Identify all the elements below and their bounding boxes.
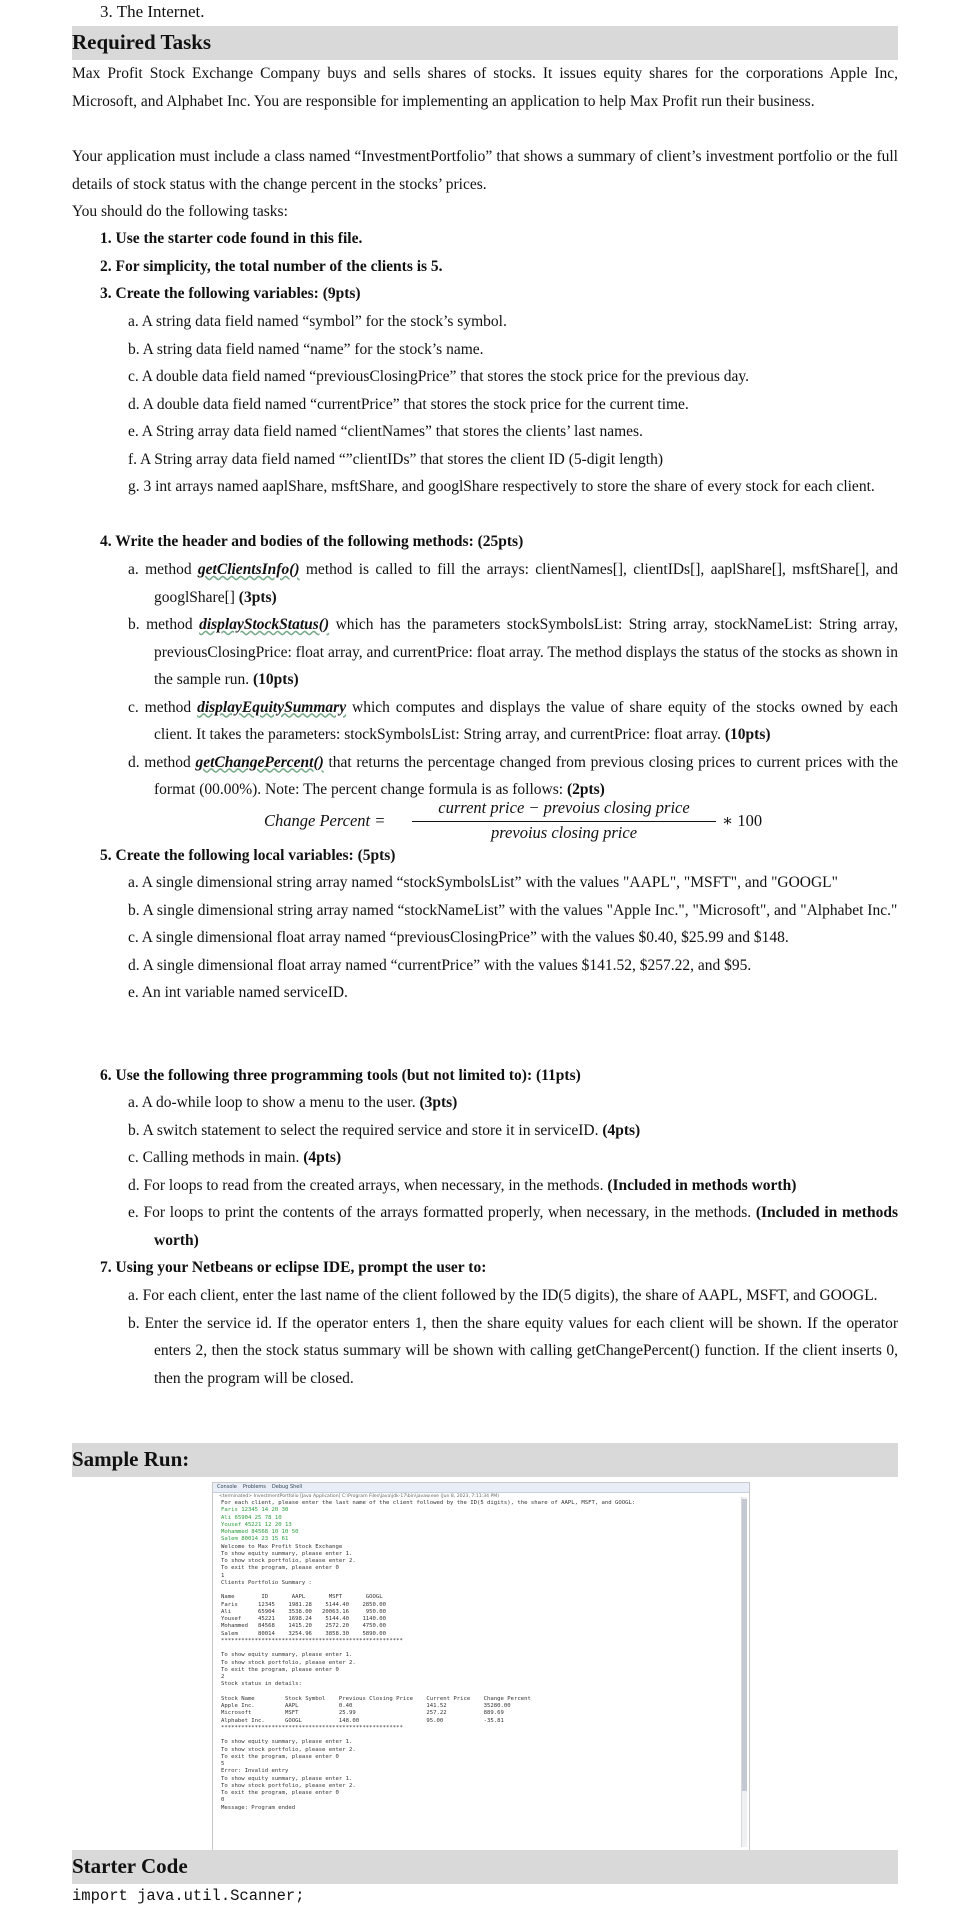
- task-7-item-a: a. For each client, enter the last name of the client followed by the ID(5 digits), the share of AAPL, MSFT, and GOOGL.: [128, 1287, 878, 1304]
- task-5-item-a: a. A single dimensional string array named “stockSymbolsList” with the values "AAPL", "MSFT", and "GOOGL": [128, 874, 838, 891]
- task-3-item-d: d. A double data field named “currentPrice” that stores the stock price for the current time.: [128, 395, 689, 413]
- task-4a-points: (3pts): [238, 588, 277, 606]
- task-6: 6. Use the following three programming tools (but not limited to): (11pts): [100, 1067, 581, 1084]
- sample-run-heading: Sample Run:: [72, 1447, 190, 1471]
- task-6c-text: c. Calling methods in main.: [128, 1149, 304, 1166]
- console-prompt: For each client, please enter the last name of the client followed by the ID(5 digits), the share of AAPL, MSFT, and GOOGL:: [221, 1500, 636, 1506]
- console-scroll-thumb[interactable]: [742, 1499, 747, 1791]
- task-4d-prefix: d. method: [128, 753, 196, 771]
- task-3: 3. Create the following variables: (9pts): [100, 285, 361, 302]
- task-3-item-g: g. 3 int arrays named aaplShare, msftShare, and googlShare respectively to store the share of every stock for each client.: [128, 478, 875, 495]
- task-6e-points: (Included in methods worth): [154, 1204, 898, 1249]
- task-6-item-d: [128, 1172, 898, 1200]
- task-5: 5. Create the following local variables: (5pts): [100, 847, 396, 864]
- task-4-item-b: [128, 611, 898, 694]
- console-inputs: Faris 12345 14 20 30 Ali 65904 25 78 10 Yousef 45221 12 20 13 Mohammed 84568 10 10 50 Salem 80014 23 15 61: [221, 1507, 299, 1543]
- tab-console[interactable]: Console: [217, 1484, 237, 1490]
- task-6-items: [128, 1089, 898, 1254]
- console-output: Welcome to Max Profit Stock Exchange To show equity summary, please enter 1. To show stock portfolio, please enter 2. To exit the program, please enter 0 1 Clients Portfolio Summary : Name ID AAPL MSFT GOOGL Faris 12345 1981.28 5144.40 2850.00 Ali 65904 3538.00 20063.16 950.00 Yousef 45221 1698.24 5144.40 1140.00 Mohammed 84568 1415.20 2572.20 4750.00 Salem 80014 3254.96 3858.30 5890.00 ****************************************************** To show equity summary, please enter 1. To show stock portfolio, please enter 2. To exit the program, please enter 0 2 Stock status in details: Stock Name Stock Symbol Previous Closing Price Current Price Change Percent Apple Inc. AAPL 0.40 141.52 35280.00 Microsoft MSFT 25.99 257.22 889.69 Alphabet Inc. GOOGL 148.00 95.00 -35.81 ****************************************************** To show equity summary, please enter 1. To show stock portfolio, please enter 2. To exit the program, please enter 0 5 Error: Invalid entry To show equity summary, please enter 1. To show stock portfolio, please enter 2. To exit the program, please enter 0 0 Message: Program ended: [221, 1543, 531, 1811]
- task-6-item-c: [128, 1144, 898, 1172]
- task-4a-prefix: a. method: [128, 561, 198, 578]
- task-6c-points: (4pts): [303, 1149, 342, 1166]
- task-1: 1. Use the starter code found in this file.: [100, 230, 363, 247]
- task-3-item-f: f. A String array data field named “”clientIDs” that stores the client ID (5-digit length): [128, 450, 664, 468]
- method-getClientsInfo: getClientsInfo(): [197, 561, 300, 578]
- task-7-items: [128, 1282, 898, 1392]
- task-4b-prefix: b. method: [128, 616, 200, 633]
- task-4a-text: method is called to fill the arrays: clientNames[], clientIDs[], aaplShare[], msftShare[], and googlShare[]: [154, 561, 899, 606]
- task-6-item-a: [128, 1089, 898, 1117]
- method-displayStockStatus: displayStockStatus(): [199, 616, 330, 633]
- task-6b-text: b. A switch statement to select the required service and store it in serviceID.: [128, 1121, 603, 1139]
- formula-fraction-bar: [412, 821, 716, 822]
- change-percent-formula: [264, 798, 784, 846]
- task-4c-text: which computes and displays the value of share equity of the stocks owned by each client. It takes the parameters: stockSymbolsList: String array, and currentPrice: float array.: [154, 698, 899, 743]
- task-4c-points: (10pts): [724, 726, 771, 743]
- starter-code-heading: Starter Code: [72, 1854, 188, 1878]
- tab-problems[interactable]: Problems: [242, 1484, 266, 1490]
- task-6-item-e: [128, 1199, 898, 1254]
- task-6a-text: a. A do-while loop to show a menu to the user.: [128, 1094, 420, 1111]
- task-3-items: [128, 308, 898, 501]
- task-4c-prefix: c. method: [128, 698, 198, 716]
- task-3-item-e: e. A String array data field named “clientNames” that stores the clients’ last names.: [128, 423, 643, 440]
- list-item-internet: 3. The Internet.: [100, 2, 205, 21]
- console-tabs: [213, 1483, 749, 1493]
- task-4: 4. Write the header and bodies of the following methods: (25pts): [100, 533, 524, 550]
- task-4-item-a: [128, 556, 898, 611]
- task-7: 7. Using your Netbeans or eclipse IDE, prompt the user to:: [100, 1259, 487, 1276]
- task-4d-points: (2pts): [566, 781, 605, 798]
- intro-paragraph-1: Max Profit Stock Exchange Company buys and sells shares of stocks. It issues equity shares for the corporations Apple Inc, Microsoft, and Alphabet Inc. You are responsible for implementing an application to help Max Profit run their business.: [72, 65, 898, 110]
- task-5-item-c: c. A single dimensional float array named “previousClosingPrice” with the values $0.40, $25.99 and $148.: [128, 929, 789, 946]
- task-6b-points: (4pts): [602, 1121, 641, 1139]
- tab-debug-shell[interactable]: Debug Shell: [271, 1484, 303, 1490]
- task-6d-text: d. For loops to read from the created arrays, when necessary, in the methods.: [128, 1176, 608, 1194]
- task-3-item-b: b. A string data field named “name” for the stock’s name.: [128, 340, 484, 358]
- method-getChangePercent: getChangePercent(): [195, 753, 324, 771]
- formula-numerator: current price − prevoius closing price: [438, 798, 690, 817]
- task-3-item-a: a. A string data field named “symbol” for the stock’s symbol.: [128, 313, 507, 330]
- task-5-items: [128, 869, 898, 1007]
- formula-rhs: ∗ 100: [722, 811, 763, 830]
- task-7-item-b: b. Enter the service id. If the operator enters 1, then the share equity values for each client will be shown. If the operator enters 2, then the stock status summary will be shown with calling getChangePercent() function. If the client inserts 0, then the program will be closed.: [128, 1314, 898, 1387]
- task-6e-text: e. For loops to print the contents of the arrays formatted properly, when necessary, in the methods.: [128, 1204, 756, 1221]
- task-4b-points: (10pts): [253, 671, 299, 688]
- console-screenshot: [212, 1482, 750, 1852]
- task-5-item-b: b. A single dimensional string array named “stockNameList” with the values "Apple Inc.", "Microsoft", and "Alphabet Inc.": [128, 901, 898, 919]
- task-4-items: [128, 556, 898, 804]
- starter-code-line: import java.util.Scanner;: [72, 1887, 305, 1905]
- formula-denominator: prevoius closing price: [490, 823, 638, 842]
- intro-paragraph-2: Your application must include a class named “InvestmentPortfolio” that shows a summary of client’s investment portfolio or the full details of stock status with the change percent in the stocks’ prices.: [72, 148, 898, 193]
- task-4d-text: that returns the percentage changed from previous closing prices to current prices with the format (00.00%). Note: The percent change formula is as follows:: [154, 753, 898, 798]
- required-tasks-heading-bar: [72, 26, 898, 60]
- console-path: <terminated> InvestmentPortfolio [Java Application] C:\Program Files\Java\jdk-17\bin\javaw.exe (Jun 8, 2023, 7:11:34 PM): [219, 1494, 500, 1499]
- task-6-item-b: [128, 1117, 898, 1145]
- formula-lhs: Change Percent =: [264, 811, 386, 830]
- task-6d-points: (Included in methods worth): [607, 1176, 797, 1194]
- method-displayEquitySummary: displayEquitySummary: [197, 698, 347, 716]
- task-4-item-d: [128, 749, 898, 804]
- task-4b-text: which has the parameters stockSymbolsList: String array, stockNameList: String array, previousClosingPrice: float array, and currentPrice: float array. The method displays the status of the stocks as shown in the sample run.: [154, 616, 898, 688]
- required-tasks-heading: Required Tasks: [72, 30, 212, 54]
- intro-paragraph-3: You should do the following tasks:: [72, 203, 288, 220]
- task-3-item-c: c. A double data field named “previousClosingPrice” that stores the stock price for the previous day.: [128, 368, 749, 385]
- task-4-item-c: [128, 694, 898, 749]
- sample-run-heading-bar: [72, 1443, 898, 1477]
- starter-code-heading-bar: [72, 1850, 898, 1884]
- task-6a-points: (3pts): [419, 1094, 458, 1111]
- console-scrollbar[interactable]: [741, 1497, 747, 1847]
- task-5-item-e: e. An int variable named serviceID.: [128, 984, 348, 1001]
- task-2: 2. For simplicity, the total number of the clients is 5.: [100, 258, 443, 275]
- task-5-item-d: d. A single dimensional float array named “currentPrice” with the values $141.52, $257.22, and $95.: [128, 956, 752, 974]
